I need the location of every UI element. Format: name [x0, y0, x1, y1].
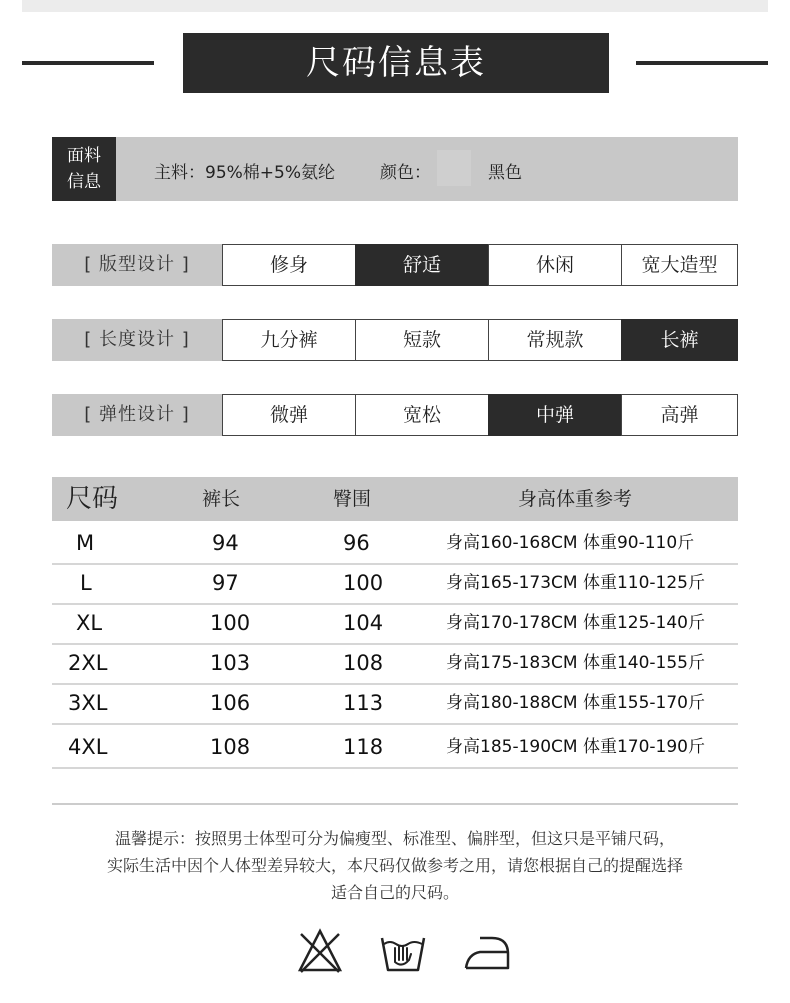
header-size: 尺码: [66, 484, 119, 514]
hip-cell: 108: [343, 651, 384, 675]
length-cell: 106: [210, 691, 251, 715]
section-divider: [52, 803, 738, 805]
notice-line-2: 实际生活中因个人体型差异较大，本尺码仅做参考之用，请您根据自己的提醒选择: [106, 856, 683, 875]
title-rule-left: [22, 61, 154, 65]
table-row: [52, 723, 738, 769]
elasticity-row: [52, 394, 738, 436]
fabric-label-line2: 信息: [67, 172, 101, 192]
fabric-label-line1: 面料: [67, 146, 101, 166]
length-option-long: 长裤: [621, 319, 738, 361]
hip-cell: 113: [343, 691, 384, 715]
hip-cell: 118: [343, 735, 384, 759]
size-cell: L: [80, 571, 92, 595]
length-cell: 94: [212, 531, 239, 555]
header-length: 裤长: [202, 488, 241, 510]
page-title: 尺码信息表: [183, 33, 609, 93]
length-option-short: 短款: [355, 319, 489, 361]
notice-line-3: 适合自己的尺码。: [330, 883, 459, 902]
fit-option-comfort: 舒适: [355, 244, 489, 286]
fit-option-loose: 宽大造型: [621, 244, 738, 286]
header-hip: 臀围: [333, 488, 372, 510]
hip-cell: 100: [343, 571, 384, 595]
elasticity-label: [ 弹性设计 ]: [52, 394, 222, 436]
size-cell: 4XL: [68, 735, 108, 759]
title-rule-right: [636, 61, 768, 65]
elasticity-option-medium: 中弹: [488, 394, 622, 436]
elasticity-option-high: 高弹: [621, 394, 738, 436]
size-cell: M: [76, 531, 95, 555]
length-cell: 103: [210, 651, 251, 675]
header-reference: 身高体重参考: [518, 488, 633, 510]
length-row: [52, 319, 738, 361]
fabric-color-label: 颜色：: [380, 163, 431, 183]
table-row: [52, 523, 738, 565]
hand-wash-icon: [378, 926, 428, 976]
fit-row: [52, 244, 738, 286]
length-cell: 100: [210, 611, 251, 635]
fabric-label: [52, 137, 116, 201]
size-table-header: [52, 477, 738, 521]
fabric-main-text: 主料：95%棉+5%氨纶: [154, 163, 335, 183]
notice-line-1: 温馨提示：按照男士体型可分为偏瘦型、标准型、偏胖型，但这只是平铺尺码，: [114, 829, 675, 848]
table-row: [52, 643, 738, 685]
length-label: [ 长度设计 ]: [52, 319, 222, 361]
table-row: [52, 683, 738, 725]
do-not-bleach-icon: [295, 926, 345, 976]
reference-cell: 身高170-178CM 体重125-140斤: [446, 613, 706, 633]
elasticity-option-slight: 微弹: [222, 394, 356, 436]
fit-option-slim: 修身: [222, 244, 356, 286]
hip-cell: 104: [343, 611, 384, 635]
table-row: [52, 563, 738, 605]
fit-label: [ 版型设计 ]: [52, 244, 222, 286]
top-strip: [22, 0, 768, 12]
elasticity-option-relaxed: 宽松: [355, 394, 489, 436]
reference-cell: 身高165-173CM 体重110-125斤: [446, 573, 706, 593]
length-cell: 97: [212, 571, 239, 595]
fit-option-casual: 休闲: [488, 244, 622, 286]
table-row: [52, 603, 738, 645]
fabric-color-value: 黑色: [488, 163, 522, 183]
reference-cell: 身高160-168CM 体重90-110斤: [446, 533, 695, 553]
length-option-regular: 常规款: [488, 319, 622, 361]
color-swatch: [437, 150, 471, 186]
reference-cell: 身高180-188CM 体重155-170斤: [446, 693, 706, 713]
size-cell: 2XL: [68, 651, 108, 675]
reference-cell: 身高185-190CM 体重170-190斤: [446, 737, 706, 757]
size-cell: 3XL: [68, 691, 108, 715]
length-option-cropped: 九分裤: [222, 319, 356, 361]
hip-cell: 96: [343, 531, 370, 555]
length-cell: 108: [210, 735, 251, 759]
size-cell: XL: [76, 611, 103, 635]
iron-icon: [462, 926, 512, 976]
reference-cell: 身高175-183CM 体重140-155斤: [446, 653, 706, 673]
